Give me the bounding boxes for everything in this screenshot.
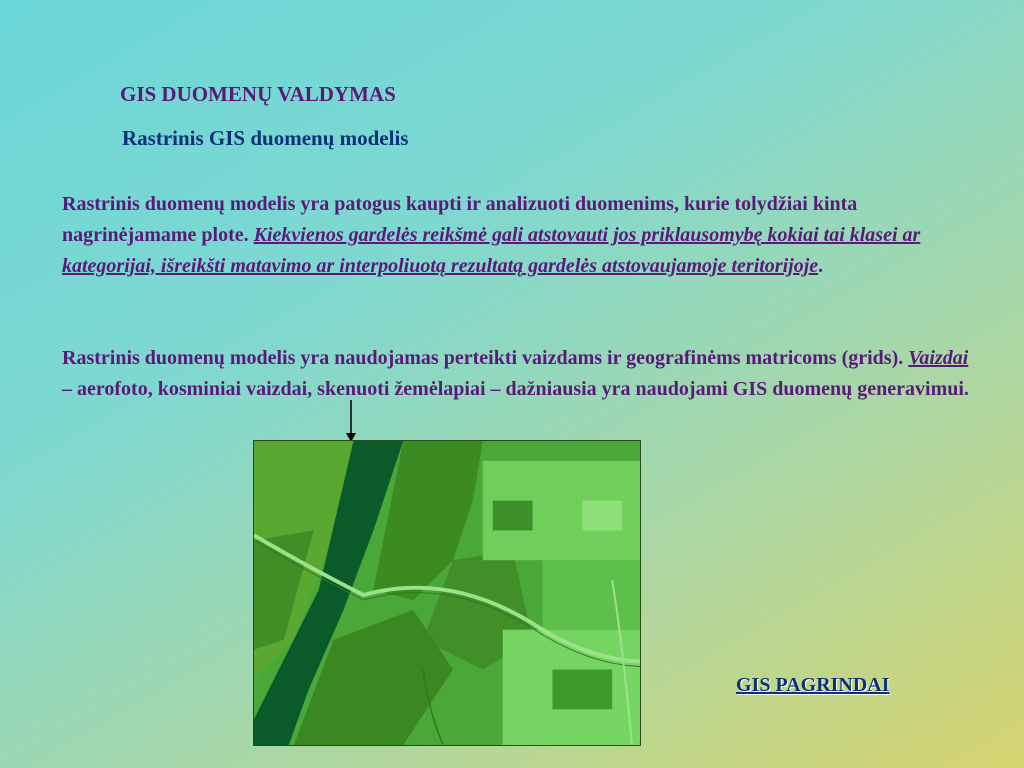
paragraph-raster-usage xyxy=(62,343,982,405)
paragraph1-end: . xyxy=(818,255,824,277)
paragraph1-text: Rastrinis duomenų modelis yra patogus kaupti ir analizuoti duomenims, kurie tolydžiai kinta nagrinėjamame plote. xyxy=(62,193,858,246)
footer-label: GIS PAGRINDAI xyxy=(736,674,890,696)
paragraph-raster-model xyxy=(62,189,982,282)
paragraph2-text: Rastrinis duomenų modelis yra naudojamas perteikti vaizdams ir geografinėms matricoms (grids). xyxy=(62,347,909,369)
slide-subtitle: Rastrinis GIS duomenų modelis xyxy=(122,126,409,150)
paragraph2-rest: – aerofoto, kosminiai vaizdai, skenuoti žemėlapiai – dažniausia yra naudojami GIS duomenų generavimui. xyxy=(62,378,969,400)
paragraph1-emphasis: Kiekvienos gardelės reikšmė gali atstovauti jos priklausomybę kokiai tai klasei ar kategorijai, išreikšti matavimo ar interpoliuotą rezultatą gardelės atstovaujamoje teritorijoje xyxy=(62,224,921,277)
down-arrow-icon xyxy=(346,400,356,442)
paragraph2-emphasis-vaizdai: Vaizdai xyxy=(908,347,969,369)
aerial-photo-image xyxy=(253,440,641,746)
slide-title: GIS DUOMENŲ VALDYMAS xyxy=(120,82,396,106)
